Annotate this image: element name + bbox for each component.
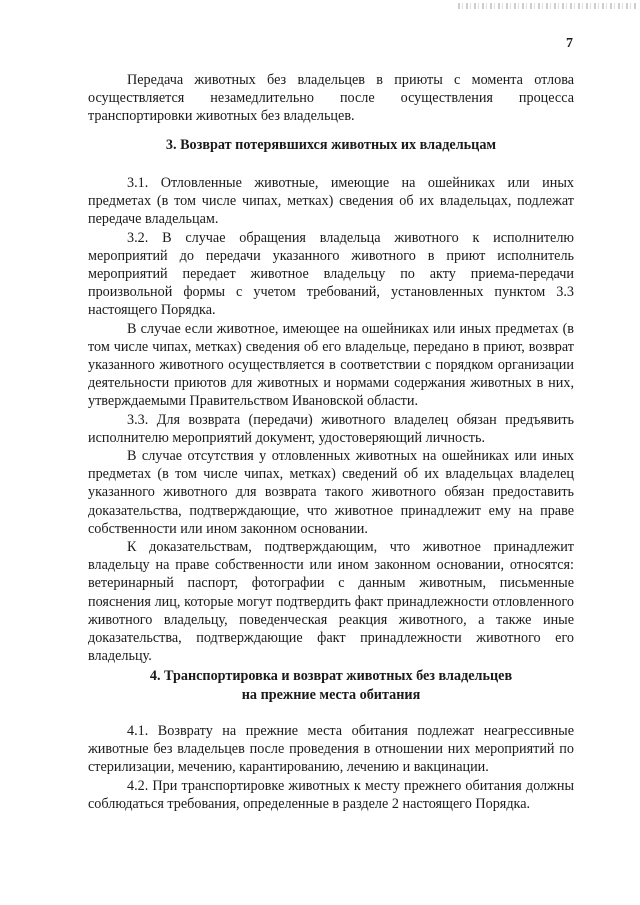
intro-paragraph: Передача животных без владельцев в приюты с момента отлова осуществляется незамедлительно после осуществления процесса транспортировки животных без владельцев. (88, 72, 574, 125)
paragraph-4-1: 4.1. Возврату на прежние места обитания подлежат неагрессивные животные без владельцев после проведения в отношении них мероприятий по стерилизации, мечению, карантированию, лечению и вакцинации. (88, 723, 574, 776)
paragraph-3-3: 3.3. Для возврата (передачи) животного владелец обязан предъявить исполнителю мероприятий документ, удостоверяющий личность. (88, 411, 574, 446)
section-3-heading (88, 136, 574, 155)
section-4-heading (88, 667, 574, 704)
section-4-heading-line-1: 4. Транспортировка и возврат животных без владельцев (149, 668, 513, 684)
paragraph-3-3-absence: В случае отсутствия у отловленных животных на ошейниках или иных предметах (в том числе чипах, метках) сведений об их владельцах владелец указанного животного для возврата такого животного обязан предоставить доказательства, подтверждающие, что животное принадлежит ему на праве собственности или ином законном основании. (88, 448, 574, 537)
paragraph-3-1: 3.1. Отловленные животные, имеющие на ошейниках или иных предметах (в том числе чипах, метках) сведения об их владельцах, подлежат передаче владельцам. (88, 175, 574, 228)
paragraph-3-2-return: В случае если животное, имеющее на ошейниках или иных предметах (в том числе чипах, метках) сведения об его владельце, передано в приют, возврат указанного животного осуществляется в соответствии с порядком организации деятельности приютов для животных и нормами содержания животных в них, утверждаемыми Правительством Ивановской области. (88, 320, 574, 410)
page-number: 7 (566, 36, 573, 51)
paragraph-4-2: 4.2. При транспортировке животных к месту прежнего обитания должны соблюдаться требования, определенные в разделе 2 настоящего Порядка. (88, 777, 574, 812)
section-4-heading-line-2: на прежние места обитания (241, 686, 421, 703)
section-4-body (88, 722, 574, 813)
paragraph-3-3-evidence: К доказательствам, подтверждающим, что животное принадлежит владельцу на праве собственности или ином законном основании, относятся: ветеринарный паспорт, фотографии с данным животным, письменные пояснения лиц, которые могут подтвердить факт принадлежности отловленного животного владельцу, поведенческая реакция животного, а также иные доказательства, подтверждающие факт принадлежности животного его владельцу. (88, 539, 574, 665)
intro-block (88, 71, 574, 126)
section-3-heading-text: 3. Возврат потерявшихся животных их владельцам (165, 137, 497, 153)
paragraph-3-2: 3.2. В случае обращения владельца животного к исполнителю мероприятий до передачи указанного животного в приют исполнитель мероприятий передает животное владельцу по акту приема-передачи произвольной формы с учетом требований, установленных пунктом 3.3 настоящего Порядка. (88, 229, 574, 319)
scan-artifact (458, 3, 636, 9)
section-3-body (88, 174, 574, 665)
